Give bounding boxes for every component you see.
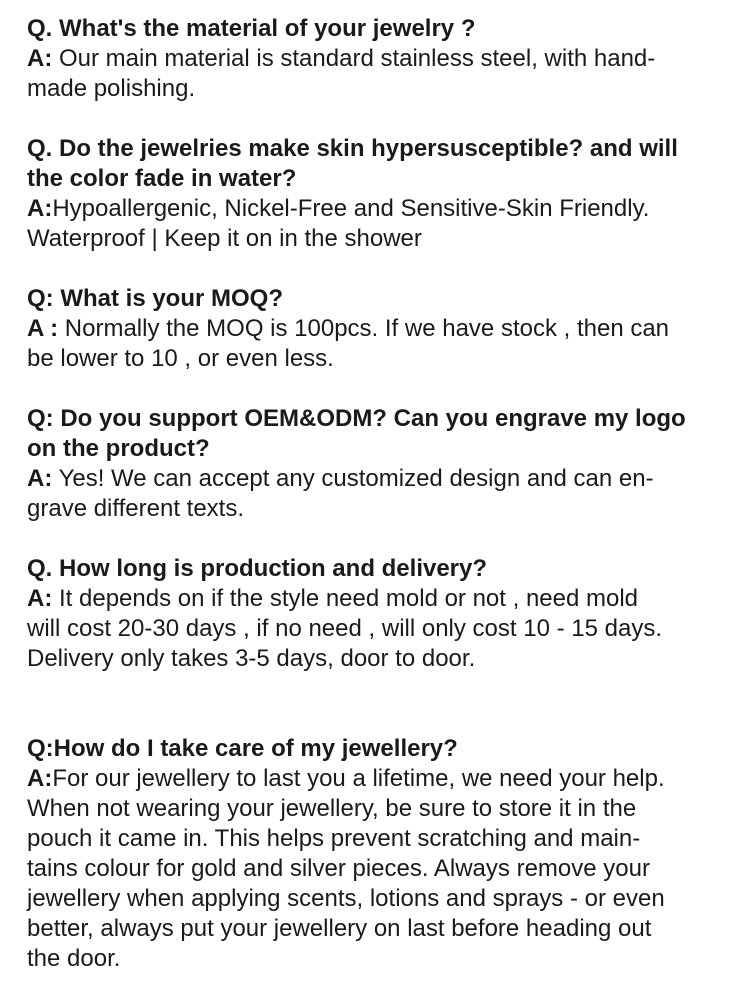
faq-question: Q: What is your MOQ? xyxy=(27,285,283,312)
faq-answer: A:Hypoallergenic, Nickel-Free and Sensitive-Skin Friendly. Waterproof | Keep it on in the shower xyxy=(27,195,650,252)
faq-question: Q. What's the material of your jewelry ? xyxy=(27,15,476,42)
faq-item-production xyxy=(27,554,723,674)
faq-item-skin xyxy=(27,134,723,254)
faq-question: Q. How long is production and delivery? xyxy=(27,555,488,582)
faq-item-material xyxy=(27,14,723,104)
faq-item-care xyxy=(27,734,723,974)
faq-item-oem-odm xyxy=(27,404,723,524)
faq-answer: A : Normally the MOQ is 100pcs. If we have stock , then can be lower to 10 , or even less. xyxy=(27,315,670,372)
faq-answer: A: Our main material is standard stainless steel, with hand- made polishing. xyxy=(27,45,656,102)
faq-question: Q:How do I take care of my jewellery? xyxy=(27,735,458,762)
faq-item-moq xyxy=(27,284,723,374)
faq-section xyxy=(27,14,723,1004)
answer-prefix: A: xyxy=(27,765,53,792)
faq-question: Q. Do the jewelries make skin hypersusceptible? and will the color fade in water? xyxy=(27,135,678,192)
faq-answer: A: Yes! We can accept any customized design and can en- grave different texts. xyxy=(27,465,654,522)
answer-prefix: A: xyxy=(27,45,53,72)
answer-prefix: A: xyxy=(27,465,53,492)
answer-prefix: A : xyxy=(27,315,59,342)
faq-answer: A:For our jewellery to last you a lifetime, we need your help. When not wearing your jewellery, be sure to store it in the pouch it came in. This helps prevent scratching and main- tains colour for gold and silver pieces. Always remove your jewellery when applying scents, lotions and sprays - or even better, always put your jewellery on last before heading out the door. xyxy=(27,765,665,972)
faq-question: Q: Do you support OEM&ODM? Can you engrave my logo on the product? xyxy=(27,405,686,462)
faq-answer: A: It depends on if the style need mold or not , need mold will cost 20-30 days , if no need , will only cost 10 - 15 days. Delivery only takes 3-5 days, door to door. xyxy=(27,585,662,672)
answer-prefix: A: xyxy=(27,195,53,222)
answer-prefix: A: xyxy=(27,585,53,612)
